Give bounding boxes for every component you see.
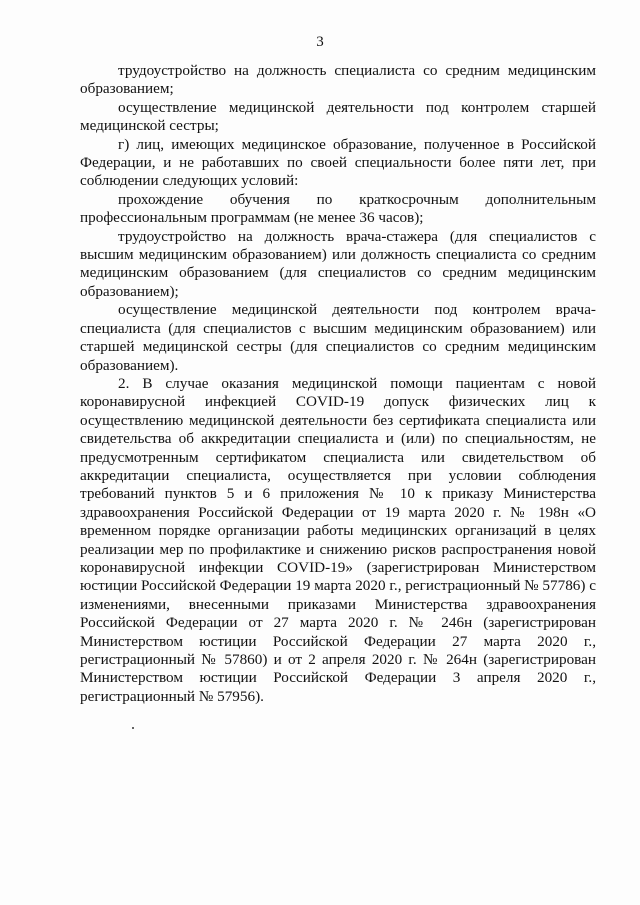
paragraph-supervision-specialist: осуществление медицинской деятельности под контролем врача-специалиста (для специалистов с высшим медицинским образованием) или старшей медицинской сестры (для специалистов со средним медицинским образованием). (80, 301, 596, 374)
paragraph-item-g: г) лиц, имеющих медицинское образование, полученное в Российской Федерации, и не работавших по своей специальности более пяти лет, при соблюдении следующих условий: (80, 135, 596, 190)
paragraph-supervision-senior-nurse: осуществление медицинской деятельности под контролем старшей медицинской сестры; (80, 98, 596, 135)
paragraph-employment-trainee: трудоустройство на должность врача-стажера (для специалистов с высшим медицинским образованием) или должность специалиста со средним медицинским образованием (для специалистов со средним медицинским образованием); (80, 227, 596, 300)
page-number: 3 (316, 34, 324, 50)
document-body (80, 62, 596, 706)
stray-dot-mark (132, 727, 134, 729)
paragraph-employment-secondary: трудоустройство на должность специалиста со средним медицинским образованием; (80, 62, 596, 98)
paragraph-section-2: 2. В случае оказания медицинской помощи пациентам с новой коронавирусной инфекцией COVID-19 допуск физических лиц к осуществлению медицинской деятельности без сертификата специалиста или свидетельства об аккредитации специалиста и (или) по специальностям, не предусмотренным сертификатом специалиста или свидетельством об аккредитации специалиста, осуществляется при условии соблюдения требований пунктов 5 и 6 приложения № 10 к приказу Министерства здравоохранения Российской Федерации от 19 марта 2020 г. № 198н «О временном порядке организации работы медицинских организаций в целях реализации мер по профилактике и снижению рисков распространения новой коронавирусной инфекции COVID-19» (зарегистрирован Министерством юстиции Российской Федерации 19 марта 2020 г., регистрационный № 57786) с изменениями, внесенными приказами Министерства здравоохранения Российской Федерации от 27 марта 2020 г. № 246н (зарегистрирован Министерством юстиции Российской Федерации 27 марта 2020 г., регистрационный № 57860) и от 2 апреля 2020 г. № 264н (зарегистрирован Министерством юстиции Российской Федерации 3 апреля 2020 г., регистрационный № 57956). (80, 374, 596, 705)
paragraph-short-term-training: прохождение обучения по краткосрочным дополнительным профессиональным программам (не менее 36 часов); (80, 190, 596, 227)
